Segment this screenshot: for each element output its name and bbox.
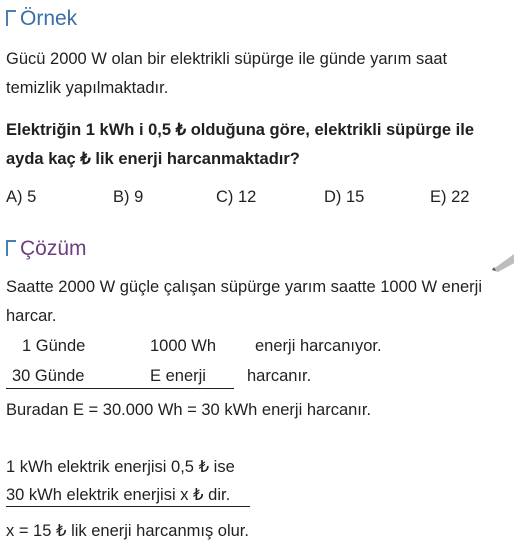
pencil-icon xyxy=(490,250,514,272)
cozum-title: Çözüm xyxy=(20,237,87,260)
heading-corner-mark xyxy=(6,10,16,26)
row1-text: enerji harcanıyor. xyxy=(255,337,382,355)
option-d: D) 15 xyxy=(324,188,365,206)
cozum-heading xyxy=(6,238,87,260)
solution-line-2: harcar. xyxy=(6,307,57,325)
option-c: C) 12 xyxy=(216,188,257,206)
ratio-underline xyxy=(6,506,250,507)
option-e: E) 22 xyxy=(430,188,470,206)
problem-line-2: temizlik yapılmaktadır. xyxy=(6,79,169,97)
option-a: A) 5 xyxy=(6,188,37,206)
solution-line-1: Saatte 2000 W güçle çalışan süpürge yarım saatte 1000 W enerji xyxy=(6,278,483,296)
answer-line: x = 15 ₺ lik enerji harcanmış olur. xyxy=(6,522,249,540)
ratio-line-2: 30 kWh elektrik enerjisi x ₺ dir. xyxy=(6,486,231,504)
ornek-heading xyxy=(6,8,77,30)
proportion-underline xyxy=(6,388,234,389)
ornek-title: Örnek xyxy=(20,7,78,30)
question-line-2: ayda kaç ₺ lik enerji harcanmaktadır? xyxy=(6,150,300,168)
row2-energy: E enerji xyxy=(150,367,206,385)
row1-day: 1 Günde xyxy=(22,337,86,355)
option-b: B) 9 xyxy=(113,188,144,206)
problem-line-1: Gücü 2000 W olan bir elektrikli süpürge ile günde yarım saat xyxy=(6,50,448,68)
result-line: Buradan E = 30.000 Wh = 30 kWh enerji harcanır. xyxy=(6,401,372,419)
heading-corner-mark xyxy=(6,240,16,256)
question-line-1: Elektriğin 1 kWh i 0,5 ₺ olduğuna göre, elektrikli süpürge ile xyxy=(6,121,475,139)
row1-energy: 1000 Wh xyxy=(150,337,217,355)
row2-day: 30 Günde xyxy=(12,367,85,385)
row2-text: harcanır. xyxy=(247,367,312,385)
ratio-line-1: 1 kWh elektrik enerjisi 0,5 ₺ ise xyxy=(6,458,235,476)
